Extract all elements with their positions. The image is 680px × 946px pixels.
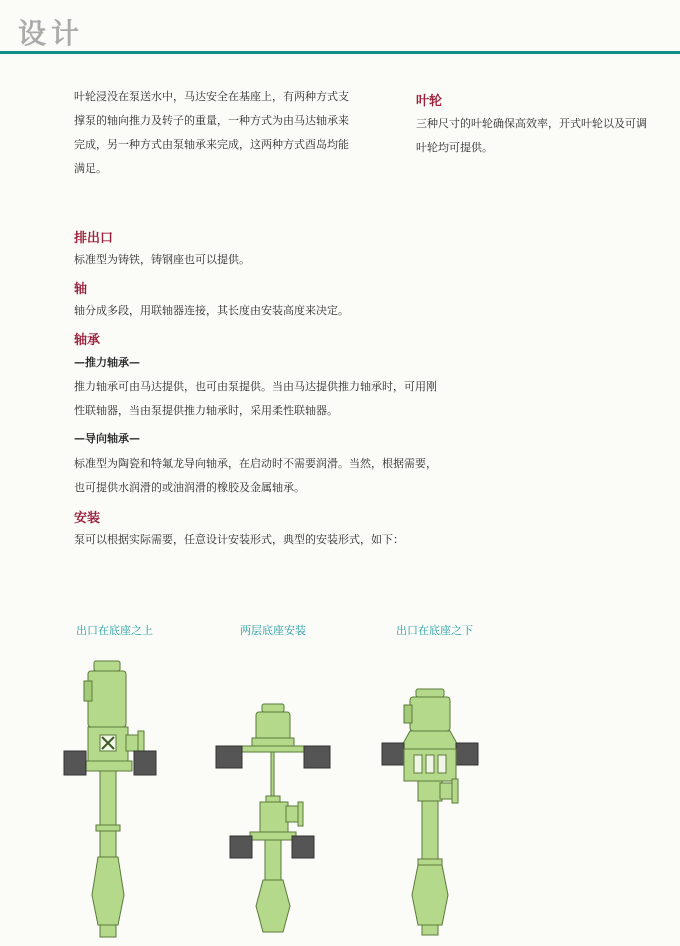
intro-line: 叶轮浸没在泵送水中，马达安全在基座上，有两种方式支 (74, 90, 349, 103)
impeller-line: 三种尺寸的叶轮确保高效率，开式叶轮以及可调 (416, 117, 647, 130)
installation-text: 泵可以根据实际需要，任意设计安装形式，典型的安装形式，如下： (74, 533, 404, 546)
intro-line: 满足。 (74, 162, 107, 175)
pump-two-level-base-illustration (210, 700, 335, 940)
impeller-line: 叶轮均可提供。 (416, 141, 493, 154)
intro-line: 完成，另一种方式由泵轴承来完成，这两种方式酉岛均能 (74, 138, 349, 151)
shaft-heading: 轴 (74, 282, 88, 297)
thrust-bearing-subheading: —推力轴承— (74, 356, 140, 369)
guide-bearing-line: 也可提供水润滑的或油润滑的橡胶及金属轴承。 (74, 481, 305, 494)
header-divider (0, 51, 680, 54)
discharge-text: 标准型为铸铁，铸钢座也可以提供。 (74, 253, 250, 266)
caption-outlet-below-base: 出口在底座之下 (396, 624, 473, 637)
pump-outlet-above-base-illustration (60, 655, 170, 940)
thrust-bearing-line: 推力轴承可由马达提供，也可由泵提供。当由马达提供推力轴承时，可用刚 (74, 380, 437, 393)
intro-line: 撑泵的轴向推力及转子的重量，一种方式为由马达轴承来 (74, 114, 349, 127)
guide-bearing-subheading: —导向轴承— (74, 432, 140, 445)
installation-heading: 安装 (74, 511, 101, 526)
page-title: 设计 (18, 17, 85, 50)
guide-bearing-line: 标准型为陶瓷和特氟龙导向轴承，在启动时不需要润滑。当然，根据需要， (74, 457, 437, 470)
bearing-heading: 轴承 (74, 333, 101, 348)
caption-two-level-base: 两层底座安装 (240, 624, 306, 637)
shaft-text: 轴分成多段，用联轴器连接，其长度由安装高度来决定。 (74, 304, 349, 317)
pump-outlet-below-base-illustration (378, 685, 483, 940)
discharge-heading: 排出口 (74, 231, 114, 246)
thrust-bearing-line: 性联轴器，当由泵提供推力轴承时，采用柔性联轴器。 (74, 404, 338, 417)
impeller-heading: 叶轮 (416, 94, 443, 109)
caption-outlet-above-base: 出口在底座之上 (76, 624, 153, 637)
